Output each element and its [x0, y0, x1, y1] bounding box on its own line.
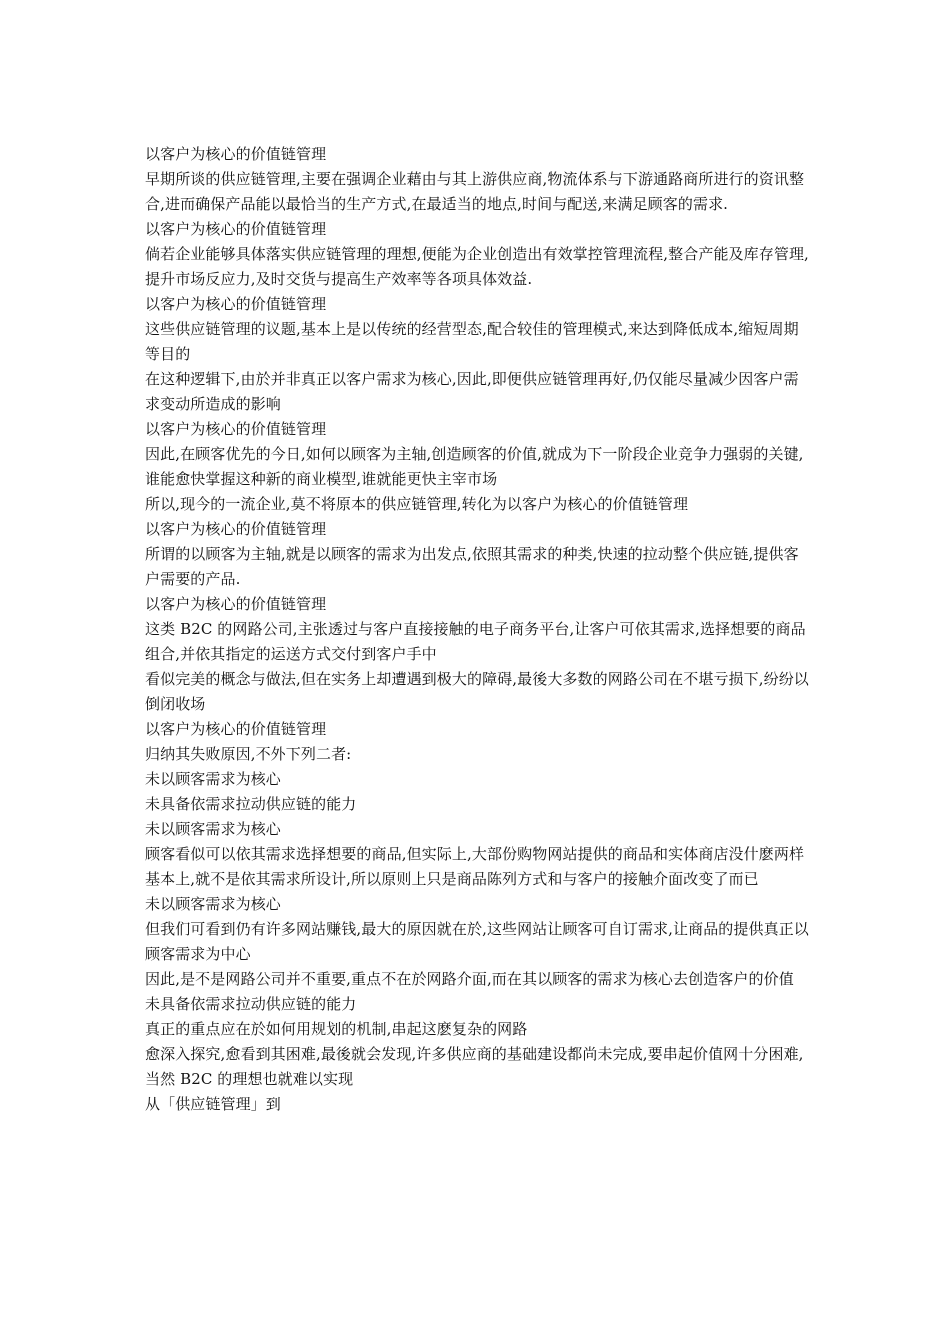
section-heading: 未以顾客需求为核心 [145, 895, 281, 913]
paragraph: 这类 B2C 的网路公司,主张透过与客户直接接触的电子商务平台,让客户可依其需求,选择想要的商品组合,并依其指定的运送方式交付到客户手中 [145, 620, 806, 663]
paragraph: 但我们可看到仍有许多网站赚钱,最大的原因就在於,这些网站让顾客可自订需求,让商品的提供真正以顾客需求为中心 [145, 920, 809, 963]
section-heading: 以客户为核心的价值链管理 [145, 420, 327, 438]
paragraph: 早期所谈的供应链管理,主要在强调企业藉由与其上游供应商,物流体系与下游通路商所进行的资讯整合,进而确保产品能以最恰当的生产方式,在最适当的地点,时间与配送,来满足顾客的需求. [145, 170, 805, 213]
section-heading: 以客户为核心的价值链管理 [145, 220, 327, 238]
section-heading: 未以顾客需求为核心 [145, 820, 281, 838]
section-heading: 未具备依需求拉动供应链的能力 [145, 995, 357, 1013]
section-heading: 以客户为核心的价值链管理 [145, 595, 327, 613]
document-body [145, 142, 810, 1117]
section-heading: 以客户为核心的价值链管理 [145, 520, 327, 538]
paragraph: 真正的重点应在於如何用规划的机制,串起这麽复杂的网路 [145, 1020, 528, 1038]
paragraph: 在这种逻辑下,由於并非真正以客户需求为核心,因此,即便供应链管理再好,仍仅能尽量减少因客户需求变动所造成的影响 [145, 370, 799, 413]
paragraph: 从「供应链管理」到 [145, 1095, 281, 1113]
paragraph: 因此,是不是网路公司并不重要,重点不在於网路介面,而在其以顾客的需求为核心去创造客户的价值 [145, 970, 794, 988]
paragraph: 顾客看似可以依其需求选择想要的商品,但实际上,大部份购物网站提供的商品和实体商店没什麽两样 [145, 845, 805, 863]
paragraph: 倘若企业能够具体落实供应链管理的理想,便能为企业创造出有效掌控管理流程,整合产能及库存管理,提升市场反应力,及时交货与提高生产效率等各项具体效益. [145, 245, 809, 288]
paragraph: 看似完美的概念与做法,但在实务上却遭遇到极大的障碍,最後大多数的网路公司在不堪亏损下,纷纷以倒闭收场 [145, 670, 809, 713]
paragraph: 这些供应链管理的议题,基本上是以传统的经营型态,配合较佳的管理模式,来达到降低成本,缩短周期等目的 [145, 320, 799, 363]
section-heading: 以客户为核心的价值链管理 [145, 720, 327, 738]
paragraph: 所以,现今的一流企业,莫不将原本的供应链管理,转化为以客户为核心的价值链管理 [145, 495, 689, 513]
paragraph: 所谓的以顾客为主轴,就是以顾客的需求为出发点,依照其需求的种类,快速的拉动整个供应链,提供客户需要的产品. [145, 545, 799, 588]
list-item: 未具备依需求拉动供应链的能力 [145, 795, 357, 813]
section-heading: 以客户为核心的价值链管理 [145, 295, 327, 313]
paragraph: 归纳其失败原因,不外下列二者: [145, 745, 352, 763]
paragraph: 因此,在顾客优先的今日,如何以顾客为主轴,创造顾客的价值,就成为下一阶段企业竞争力强弱的关键,谁能愈快掌握这种新的商业模型,谁就能更快主宰市场 [145, 445, 804, 488]
paragraph: 基本上,就不是依其需求所设计,所以原则上只是商品陈列方式和与客户的接触介面改变了而已 [145, 870, 759, 888]
list-item: 未以顾客需求为核心 [145, 770, 281, 788]
section-heading: 以客户为核心的价值链管理 [145, 145, 327, 163]
paragraph: 愈深入探究,愈看到其困难,最後就会发现,许多供应商的基础建设都尚未完成,要串起价值网十分困难,当然 B2C 的理想也就难以实现 [145, 1045, 804, 1088]
